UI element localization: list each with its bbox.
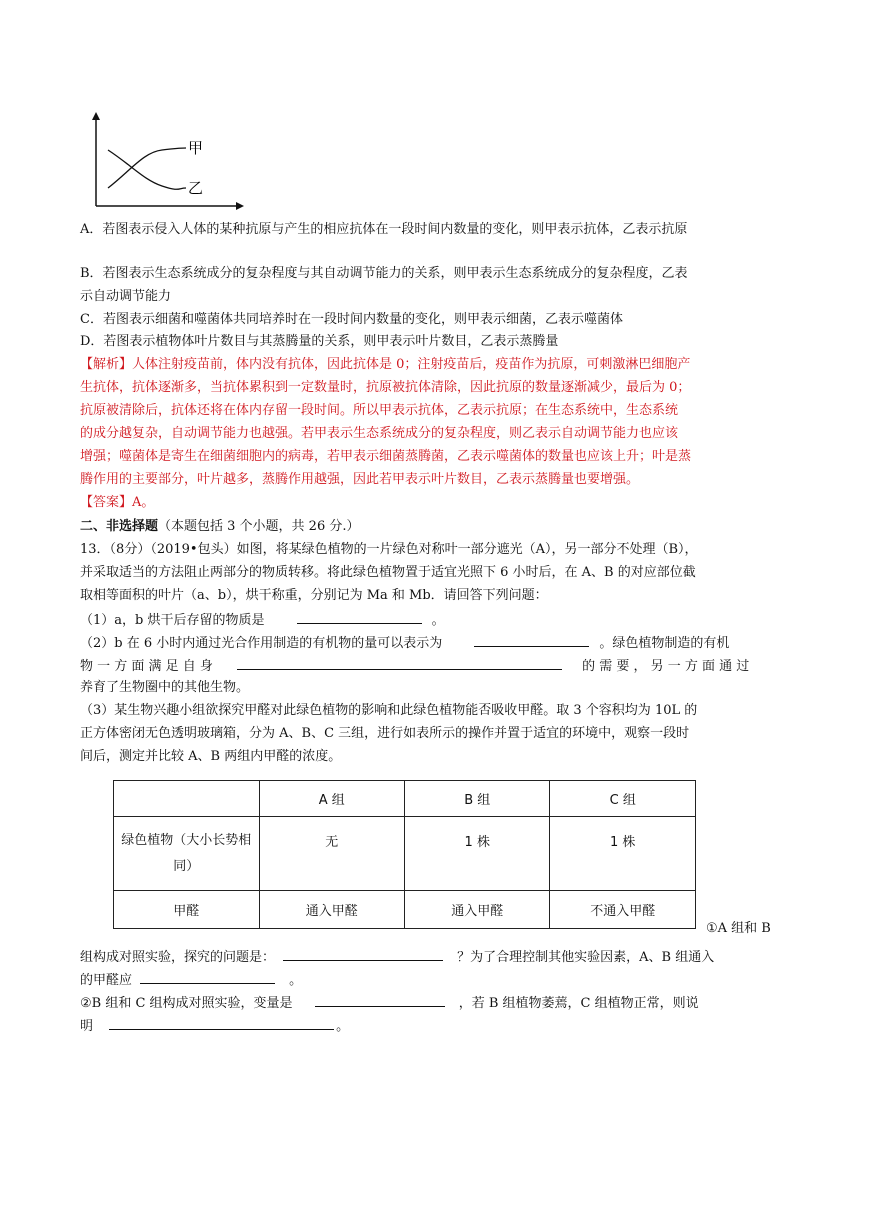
answer-tag: 【答案】: [80, 495, 133, 510]
table-cell: 1 株: [405, 817, 550, 891]
answer-blank-2[interactable]: [474, 632, 589, 647]
q13-intro-1: 13．（8分）（2019•包头）如图，将某绿色植物的一片绿色对称叶一部分遮光（A），另一部分不处理（B），: [80, 542, 698, 557]
x-axis-arrow: [236, 202, 244, 210]
table-cell: 1 株: [550, 817, 696, 891]
table-cell: 绿色植物（大小长势相同）: [114, 817, 260, 891]
q13-intro-2: 并采取适当的方法阻止两部分的物质转移。将此绿色植物置于适宜光照下 6 小时后，在 A、B 的对应部位截: [80, 565, 696, 580]
table-header-row: [114, 781, 696, 817]
section-heading: [80, 517, 790, 537]
table-cell: 通入甲醛: [259, 891, 404, 929]
answer-value: A。: [132, 495, 155, 510]
table-cell: 甲醛: [114, 891, 260, 929]
answer-blank-6[interactable]: [315, 992, 445, 1007]
answer-blank-1[interactable]: [297, 609, 422, 624]
analysis-line-3: 抗原被清除后，抗体还将在体内存留一段时间。所以甲表示抗体，乙表示抗原；在生态系统中，生态系统: [80, 403, 679, 418]
table-cell: 通入甲醛: [405, 891, 550, 929]
table-row: [114, 817, 696, 891]
curve-graph: [86, 110, 246, 215]
option-a: A．若图表示侵入人体的某种抗原与产生的相应抗体在一段时间内数量的变化，则甲表示抗体，乙表示抗原: [80, 222, 688, 237]
table-cell: 无: [259, 817, 404, 891]
answer-line: [80, 493, 790, 513]
q13-part2-cont: 物 一 方 面 满 足 自 身 的 需 要 ， 另 一 方 面 通 过: [80, 655, 790, 677]
analysis-line-1: 【解析】人体注射疫苗前，体内没有抗体，因此抗体是 0；注射疫苗后，疫苗作为抗原，可刺激淋巴细胞产: [80, 357, 691, 372]
table-header-cell: A 组: [259, 781, 404, 817]
analysis-line-6: 腾作用的主要部分，叶片越多，蒸腾作用越强，因此若甲表示叶片数目，乙表示蒸腾量也要增强。: [80, 472, 640, 487]
analysis-line-5: 增强；噬菌体是寄生在细菌细胞内的病毒，若甲表示细菌蒸腾菌，乙表示噬菌体的数量也应该上升；叶是蒸: [80, 449, 692, 464]
q13-part1: （1）a，b 烘干后存留的物质是 。: [80, 609, 790, 631]
q13-sub1-start: ①A 组和 B: [706, 921, 771, 936]
section-title: 二、非选择题: [80, 519, 159, 534]
q13-part2: （2）b 在 6 小时内通过光合作用制造的有机物的量可以表示为 。绿色植物制造的有机: [80, 632, 790, 654]
analysis-line-2: 生抗体，抗体逐渐多，当抗体累积到一定数量时，抗原被抗体清除，因此抗原的数量逐渐减少，最后为 0；: [80, 380, 691, 395]
analysis-tag: 【解析】: [80, 357, 133, 372]
q13-sub1: 组构成对照实验，探究的问题是： ？为了合理控制其他实验因素，A、B 组通入: [80, 946, 790, 968]
q13-part3-3: 间后，测定并比较 A、B 两组内甲醛的浓度。: [80, 749, 342, 764]
option-b-cont: 示自动调节能力: [80, 289, 172, 304]
answer-blank-4[interactable]: [283, 946, 443, 961]
curve-jia-label: 甲: [188, 140, 204, 157]
q13-sub2: ②B 组和 C 组构成对照实验，变量是 ，若 B 组植物萎蔫，C 组植物正常，则说: [80, 992, 790, 1014]
answer-blank-3[interactable]: [237, 655, 562, 670]
curve-jia: [108, 148, 186, 188]
table-row: [114, 891, 696, 929]
option-c: C．若图表示细菌和噬菌体共同培养时在一段时间内数量的变化，则甲表示细菌，乙表示噬菌体: [80, 312, 623, 327]
table-cell: 不通入甲醛: [550, 891, 696, 929]
q13-part3-1: （3）某生物兴趣小组欲探究甲醛对此绿色植物的影响和此绿色植物能否吸收甲醛。取 3 个容积均为 10L 的: [80, 703, 698, 718]
table-header-cell: C 组: [550, 781, 696, 817]
answer-blank-5[interactable]: [140, 969, 275, 984]
table-header-cell: B 组: [405, 781, 550, 817]
q13-sub2-cont: 明 。: [80, 1015, 790, 1037]
q13-intro-3: 取相等面积的叶片（a、b），烘干称重，分别记为 Ma 和 Mb．请回答下列问题：: [80, 588, 548, 603]
q13-part3-2: 正方体密闭无色透明玻璃箱，分为 A、B、C 三组，进行如表所示的操作并置于适宜的环境中，观察一段时: [80, 726, 690, 741]
experiment-table: [113, 780, 696, 929]
q13-part2-end: 养育了生物圈中的其他生物。: [80, 680, 250, 695]
q13-sub1-cont: 的甲醛应 。: [80, 969, 790, 991]
analysis-line-4: 的成分越复杂，自动调节能力也越强。若甲表示生态系统成分的复杂程度，则乙表示自动调节能力也应该: [80, 426, 679, 441]
curve-yi-label: 乙: [188, 180, 204, 197]
table-header-cell: [114, 781, 260, 817]
y-axis-arrow: [92, 112, 100, 120]
section-note: （本题包括 3 个小题，共 26 分.）: [158, 519, 360, 534]
option-d: D．若图表示植物体叶片数目与其蒸腾量的关系，则甲表示叶片数目，乙表示蒸腾量: [80, 334, 559, 349]
answer-blank-7[interactable]: [109, 1015, 334, 1030]
option-b: B．若图表示生态系统成分的复杂程度与其自动调节能力的关系，则甲表示生态系统成分的复杂程度，乙表: [80, 266, 688, 281]
